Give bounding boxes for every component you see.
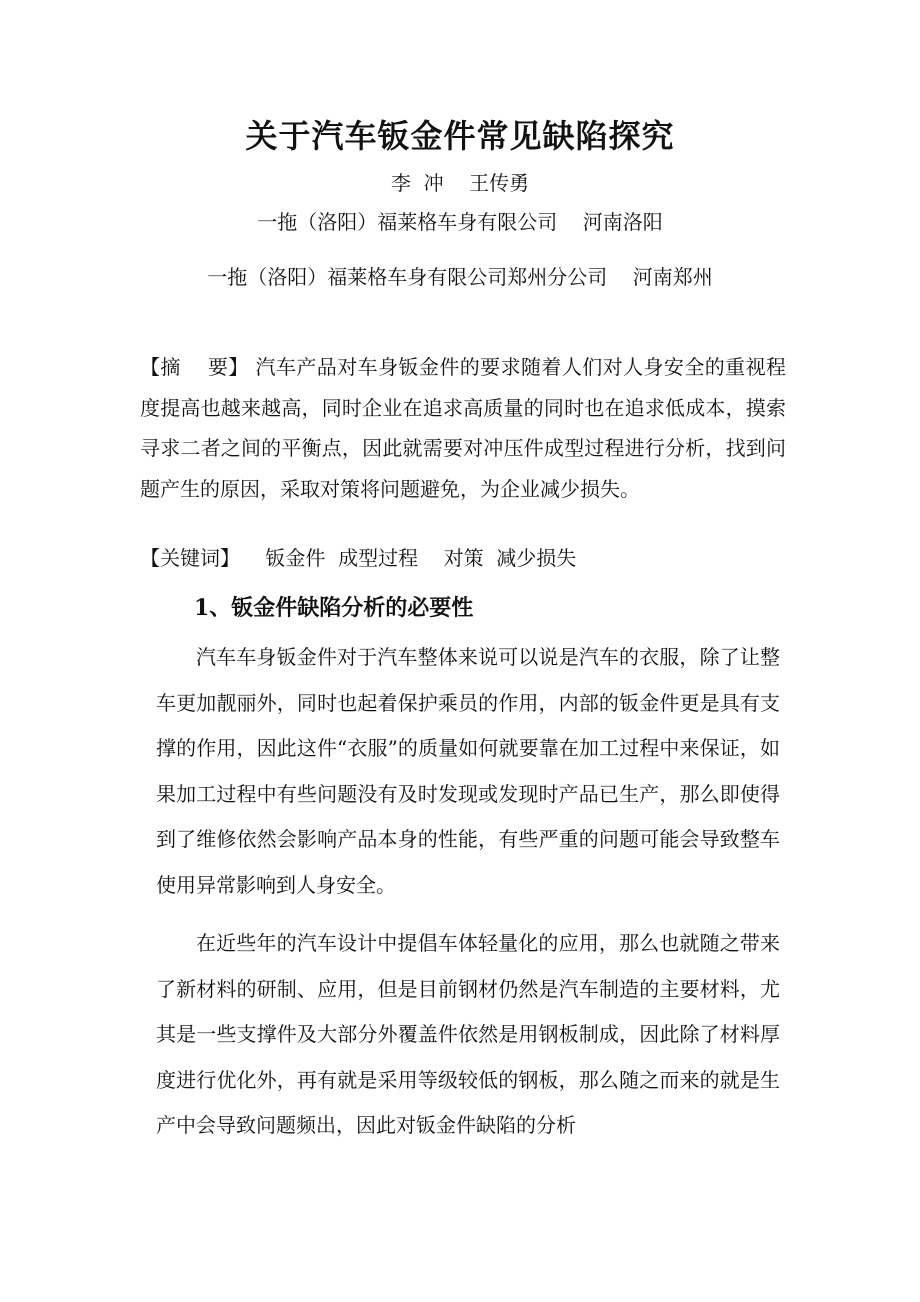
affiliation-1: 一拖（洛阳）福莱格车身有限公司 河南洛阳: [257, 210, 663, 234]
abstract-label: 【摘 要】: [140, 355, 249, 379]
body-paragraph: 汽车车身钣金件对于汽车整体来说可以说是汽车的衣服，除了让整车更加靓丽外，同时也起着保护乘员的作用，内部的钣金件更是具有支撑的作用，因此这件“衣服”的质量如何就要靠在加工过程中来保证，如果加工过程中有些问题没有及时发现或发现时产品已生产，那么即使得到了维修依然会影响产品本身的性能，有些严重的问题可能会导致整车使用异常影响到人身安全。: [156, 645, 780, 897]
paper-title: 关于汽车钣金件常见缺陷探究: [245, 117, 675, 155]
keywords: [140, 538, 786, 578]
keywords-text: 钣金件 成型过程 对策 减少损失: [240, 546, 577, 570]
affiliation-2: 一拖（洛阳）福莱格车身有限公司郑州分公司 河南郑州: [207, 265, 713, 289]
body-paragraph: 在近些年的汽车设计中提倡车体轻量化的应用，那么也就随之带来了新材料的研制、应用，但是目前钢材仍然是汽车制造的主要材料，尤其是一些支撑件及大部分外覆盖件依然是用钢板制成，因此除了材料厚度进行优化外，再有就是采用等级较低的钢板，那么随之而来的就是生产中会导致问题频出，因此对钣金件缺陷的分析: [156, 931, 780, 1137]
author-names: 李 冲 王传勇: [390, 171, 530, 195]
section-heading: 1、钣金件缺陷分析的必要性: [194, 595, 474, 621]
abstract: [140, 347, 786, 509]
abstract-text: 汽车产品对车身钣金件的要求随着人们对人身安全的重视程度提高也越来越高，同时企业在追求高质量的同时也在追求低成本，摸索寻求二者之间的平衡点，因此就需要对冲压件成型过程进行分析，找到问题产生的原因，采取对策将问题避免，为企业减少损失。: [140, 355, 786, 501]
keywords-label: 【关键词】: [140, 546, 240, 570]
